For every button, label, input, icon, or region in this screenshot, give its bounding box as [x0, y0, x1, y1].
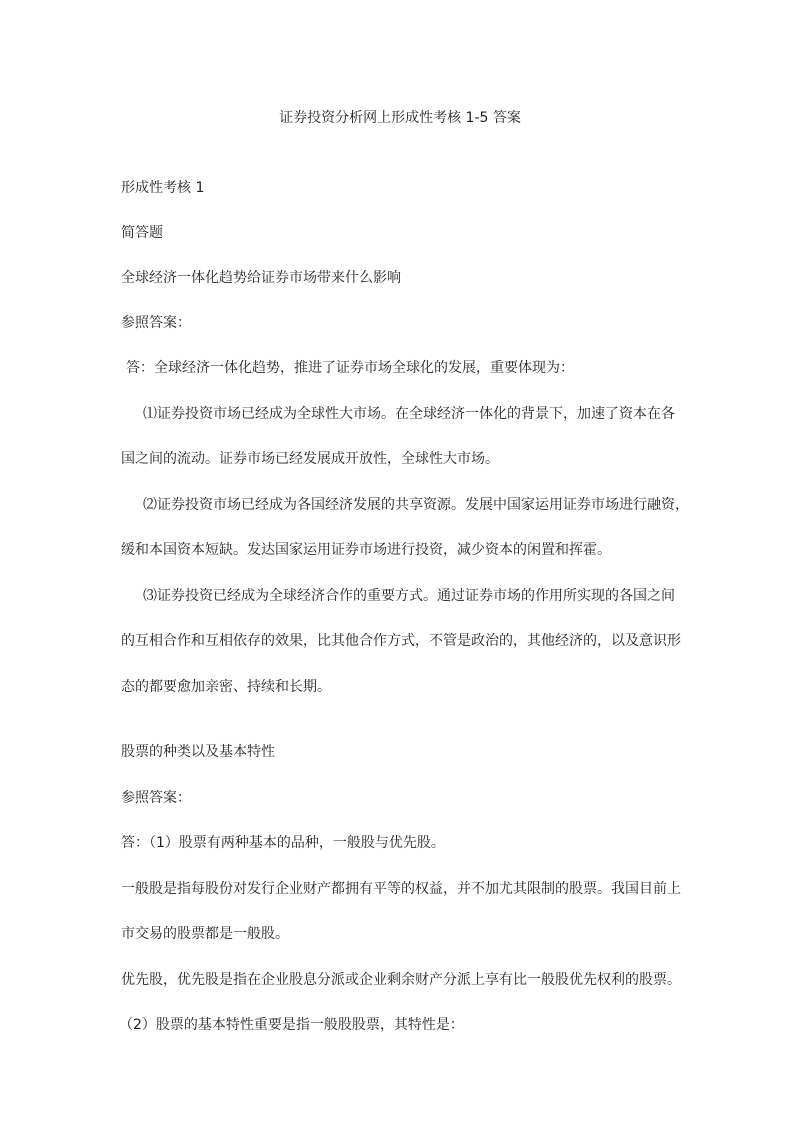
- answer-point-3-line-3: 态的都要愈加亲密、持续和长期。: [121, 679, 331, 695]
- common-stock-line-2: 市交易的股票都是一般股。: [121, 926, 289, 942]
- answer-part-2: （2）股票的基本特性重要是指一般股股票，其特性是：: [119, 1017, 464, 1033]
- reference-answer-label: 参照答案：: [121, 315, 191, 331]
- answer-point-1-line-1: ⑴证券投资市场已经成为全球性大市场。在全球经济一体化的背景下，加速了资本在各: [143, 406, 675, 422]
- document-title: 证券投资分析网上形成性考核 1-5 答案: [279, 110, 521, 126]
- answer-point-1-line-2: 国之间的流动。证券市场已经发展成开放性，全球性大市场。: [121, 451, 499, 467]
- preferred-stock-line: 优先股，优先股是指在企业股息分派或企业剩余财产分派上享有比一般股优先权利的股票。: [121, 972, 681, 988]
- answer-point-3-line-1: ⑶证券投资已经成为全球经济合作的重要方式。通过证券市场的作用所实现的各国之间: [143, 588, 675, 604]
- question-type-heading: 简答题: [121, 225, 163, 241]
- question-text: 全球经济一体化趋势给证券市场带来什么影响: [121, 270, 401, 286]
- answer-point-2-line-1: ⑵证券投资市场已经成为各国经济发展的共享资源。发展中国家运用证券市场进行融资，: [143, 497, 689, 513]
- answer-point-2-line-2: 缓和本国资本短缺。发达国家运用证券市场进行投资，减少资本的闲置和挥霍。: [121, 542, 611, 558]
- common-stock-line-1: 一般股是指每股份对发行企业财产都拥有平等的权益，并不加尤其限制的股票。我国目前上: [121, 881, 681, 897]
- section-heading: 形成性考核 1: [121, 180, 205, 196]
- reference-answer-label: 参照答案：: [121, 790, 191, 806]
- answer-part-1: 答：（1）股票有两种基本的品种，一般股与优先股。: [121, 835, 445, 851]
- answer-point-3-line-2: 的互相合作和互相依存的效果，比其他合作方式，不管是政治的，其他经济的，以及意识形: [121, 633, 681, 649]
- question-text: 股票的种类以及基本特性: [121, 744, 275, 760]
- answer-intro: 答：全球经济一体化趋势，推进了证券市场全球化的发展，重要体现为：: [126, 360, 574, 376]
